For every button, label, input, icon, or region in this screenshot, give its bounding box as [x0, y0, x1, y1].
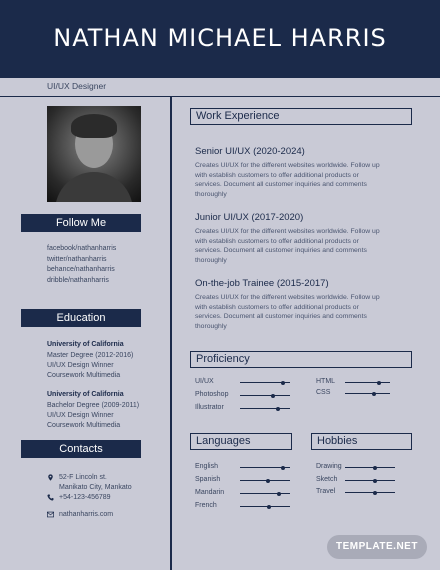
language-label: Mandarin [195, 489, 225, 496]
coursework-line: Coursework Multimedia [47, 422, 121, 429]
job-description: Creates UI/UX for the different websites worldwide. Follow up with establish customers to offer additional products or services. Document all customer inquiries and comments thoroughly [195, 294, 380, 330]
person-name: NATHAN MICHAEL HARRIS [53, 24, 387, 52]
hobby-slider-track [345, 480, 395, 481]
award-line: UI/UX Design Winner [47, 412, 114, 419]
hobby-label: Travel [316, 488, 336, 495]
job-role: UI/UX Designer [47, 81, 107, 91]
language-slider-track [240, 467, 290, 468]
education-heading: Education [21, 309, 141, 327]
social-link-behance[interactable]: behance/nathanharris [47, 266, 115, 273]
photo-body [55, 172, 133, 202]
skill-level-dot [281, 381, 285, 385]
skill-slider-track [345, 393, 390, 394]
language-slider-track [240, 506, 290, 507]
header-banner [0, 0, 440, 78]
hobby-label: Sketch [316, 476, 338, 483]
skill-level-dot [377, 381, 381, 385]
skill-level-dot [271, 394, 275, 398]
language-slider-track [240, 480, 290, 481]
job-description: Creates UI/UX for the different websites worldwide. Follow up with establish customers to offer additional products or services. Document all customer inquiries and comments thoroughly [195, 162, 380, 198]
language-slider-track [240, 493, 290, 494]
proficiency-heading: Proficiency [190, 351, 412, 368]
hobby-level-dot [373, 491, 377, 495]
skill-label: Illustrator [195, 404, 224, 411]
job-title: Junior UI/UX (2017-2020) [195, 212, 304, 223]
coursework-line: Coursework Multimedia [47, 372, 121, 379]
skill-label: UI/UX [195, 378, 214, 385]
watermark-badge: TEMPLATE.NET [327, 535, 427, 559]
profile-photo [47, 106, 141, 202]
skill-label: HTML [316, 378, 336, 385]
social-link-twitter[interactable]: twitter/nathanharris [47, 256, 107, 263]
skill-label: Photoshop [195, 391, 229, 398]
language-level-dot [267, 505, 271, 509]
mail-icon [47, 511, 54, 518]
social-link-facebook[interactable]: facebook/nathanharris [47, 245, 117, 252]
follow-heading: Follow Me [21, 214, 141, 232]
hobby-slider-track [345, 467, 395, 468]
skill-slider-track [345, 382, 390, 383]
photo-hair [71, 114, 117, 138]
school-name: University of California [47, 341, 124, 348]
language-label: French [195, 502, 217, 509]
job-title: On-the-job Trainee (2015-2017) [195, 278, 329, 289]
skill-slider-track [240, 382, 290, 383]
role-bar [0, 78, 440, 97]
hobby-slider-track [345, 492, 395, 493]
skill-level-dot [372, 392, 376, 396]
contacts-heading: Contacts [21, 440, 141, 458]
work-heading: Work Experience [190, 108, 412, 125]
social-link-dribble[interactable]: dribble/nathanharris [47, 277, 109, 284]
language-label: English [195, 463, 218, 470]
hobbies-heading: Hobbies [311, 433, 412, 450]
language-level-dot [277, 492, 281, 496]
email-address[interactable]: nathanharris.com [59, 511, 114, 518]
award-line: UI/UX Design Winner [47, 362, 114, 369]
phone-icon [47, 494, 54, 501]
degree-line: Bachelor Degree (2009-2011) [47, 402, 140, 409]
hobby-label: Drawing [316, 463, 342, 470]
language-label: Spanish [195, 476, 221, 483]
languages-heading: Languages [190, 433, 292, 450]
school-name: University of California [47, 391, 124, 398]
skill-label: CSS [316, 389, 331, 396]
phone-number[interactable]: +54-123-456789 [59, 494, 111, 501]
hobby-level-dot [373, 479, 377, 483]
hobby-level-dot [373, 466, 377, 470]
skill-slider-track [240, 395, 290, 396]
location-icon [47, 474, 54, 481]
address-line-2: Manikato City, Mankato [59, 484, 132, 491]
address-line-1: 52-F Lincoln st. [59, 474, 107, 481]
column-divider [170, 96, 172, 570]
language-level-dot [281, 466, 285, 470]
language-level-dot [266, 479, 270, 483]
skill-slider-track [240, 408, 290, 409]
job-title: Senior UI/UX (2020-2024) [195, 146, 305, 157]
job-description: Creates UI/UX for the different websites worldwide. Follow up with establish customers to offer additional products or services. Document all customer inquiries and comments thoroughly [195, 228, 380, 264]
skill-level-dot [276, 407, 280, 411]
degree-line: Master Degree (2012-2016) [47, 352, 134, 359]
